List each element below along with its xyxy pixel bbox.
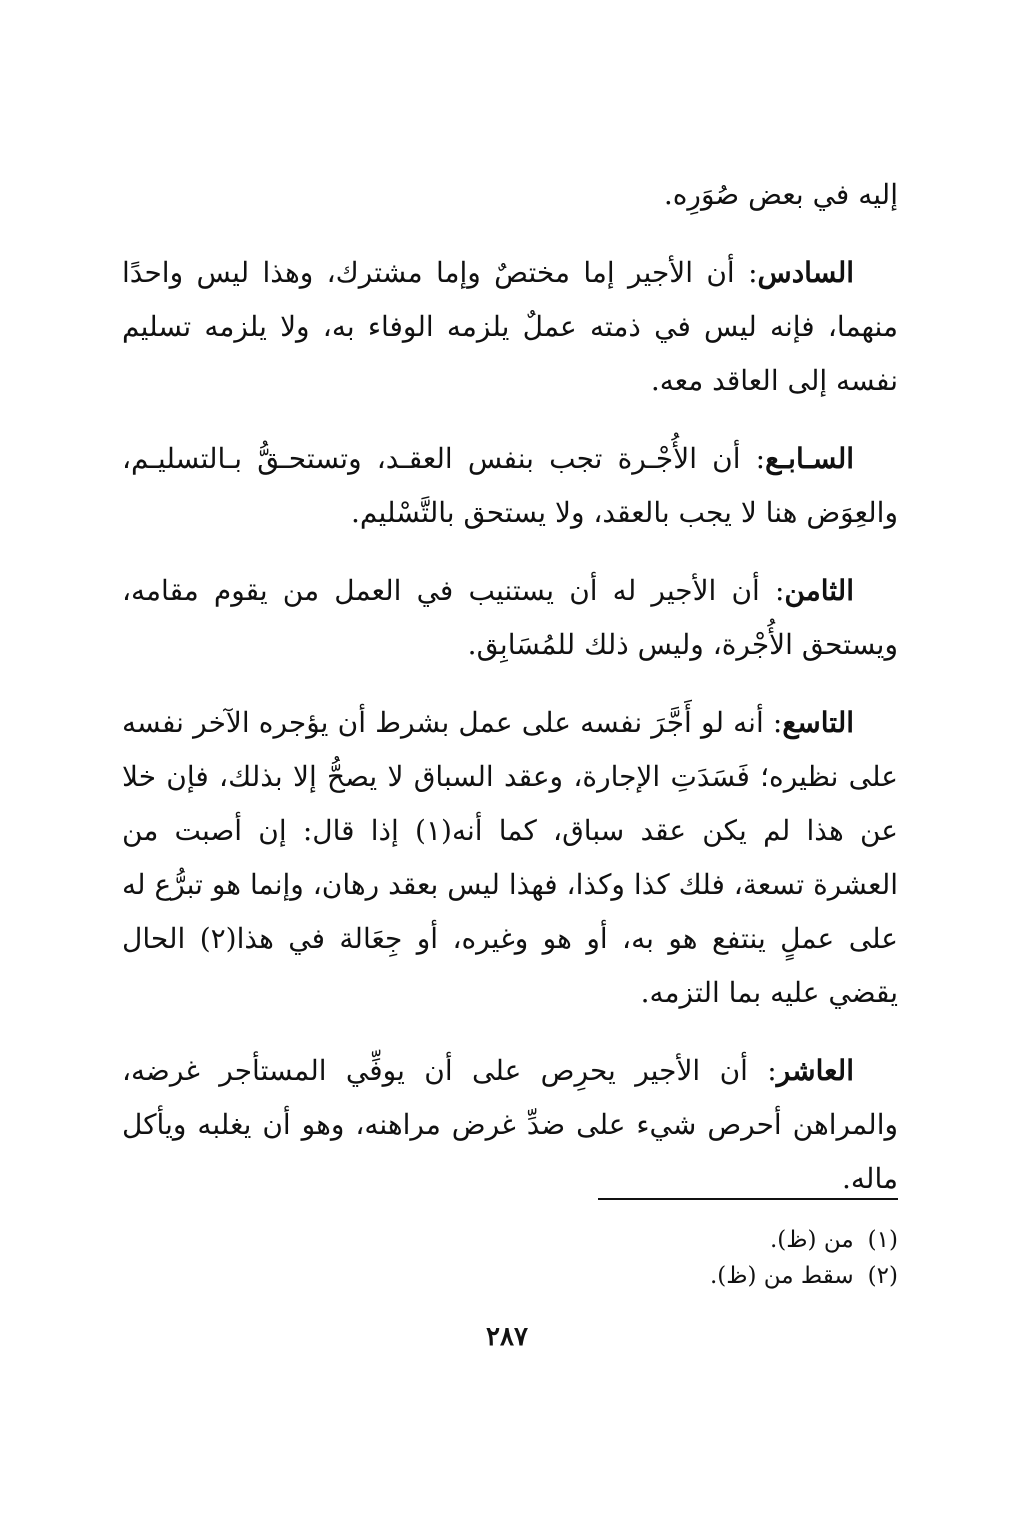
footnote-divider <box>598 1198 898 1200</box>
paragraph-text: إليه في بعض صُوَرِه. <box>663 178 898 211</box>
paragraph-tenth <box>122 1044 898 1206</box>
paragraph-heading: الثامن <box>784 574 854 607</box>
paragraph-text: : أن الأجير إما مختصٌ وإما مشترك، وهذا ليس واحدًا منهما، فإنه ليس في ذمته عملٌ يلزمه الوفاء به، ولا يلزمه تسليم نفسه إلى العاقد معه. <box>122 256 898 397</box>
paragraph-heading: السادس <box>757 256 854 289</box>
paragraph-heading: العاشر <box>776 1054 854 1087</box>
footnote-item <box>500 1222 898 1258</box>
paragraph-heading: السـابـع <box>765 442 854 475</box>
paragraph-ninth <box>122 696 898 1020</box>
paragraph-sixth <box>122 246 898 408</box>
paragraph-text: : أن الأجير له أن يستنيب في العمل من يقوم مقامه، ويستحق الأُجْرة، وليس ذلك للمُسَابِق. <box>122 574 898 661</box>
footnote-number: (١) <box>867 1227 898 1253</box>
paragraph-seventh <box>122 432 898 540</box>
paragraph-text: : أن الأجير يحرِص على أن يوفِّي المستأجر غرضه، والمراهن أحرص شيء على ضدِّ غرض مراهنه، وهو أن يغلبه ويأكل ماله. <box>122 1054 898 1195</box>
paragraph-text: : أن الأُجْـرة تجب بنفس العقـد، وتستحـقُّ بـالتسليـم، والعِوَض هنا لا يجب بالعقد، ولا يستحق بالتَّسْليم. <box>122 442 898 529</box>
page-number: ٢٨٧ <box>486 1322 528 1352</box>
footnotes <box>500 1222 898 1294</box>
footnote-text: سقط من (ظ). <box>709 1263 854 1289</box>
paragraph-continuation <box>122 168 898 222</box>
footnote-item <box>500 1258 898 1294</box>
footnote-text: من (ظ). <box>770 1227 854 1253</box>
main-text <box>122 168 898 1230</box>
paragraph-text: : أنه لو أَجَّرَ نفسه على عمل بشرط أن يؤجره الآخر نفسه على نظيره؛ فَسَدَتِ الإجارة، وعقد السباق لا يصحُّ إلا بذلك، فإن خلا عن هذا لم يكن عقد سباق، كما أنه(١) إذا قال: إن أصبت من العشرة تسعة، فلك كذا وكذا، فهذا ليس بعقد رهان، وإنما هو تبرُّع له على عملٍ ينتفع هو به، أو هو وغيره، أو جِعَالة في هذا(٢) الحال يقضي عليه بما التزمه. <box>122 706 899 1009</box>
paragraph-eighth <box>122 564 898 672</box>
footnote-number: (٢) <box>867 1263 898 1289</box>
paragraph-heading: التاسع <box>782 706 854 739</box>
